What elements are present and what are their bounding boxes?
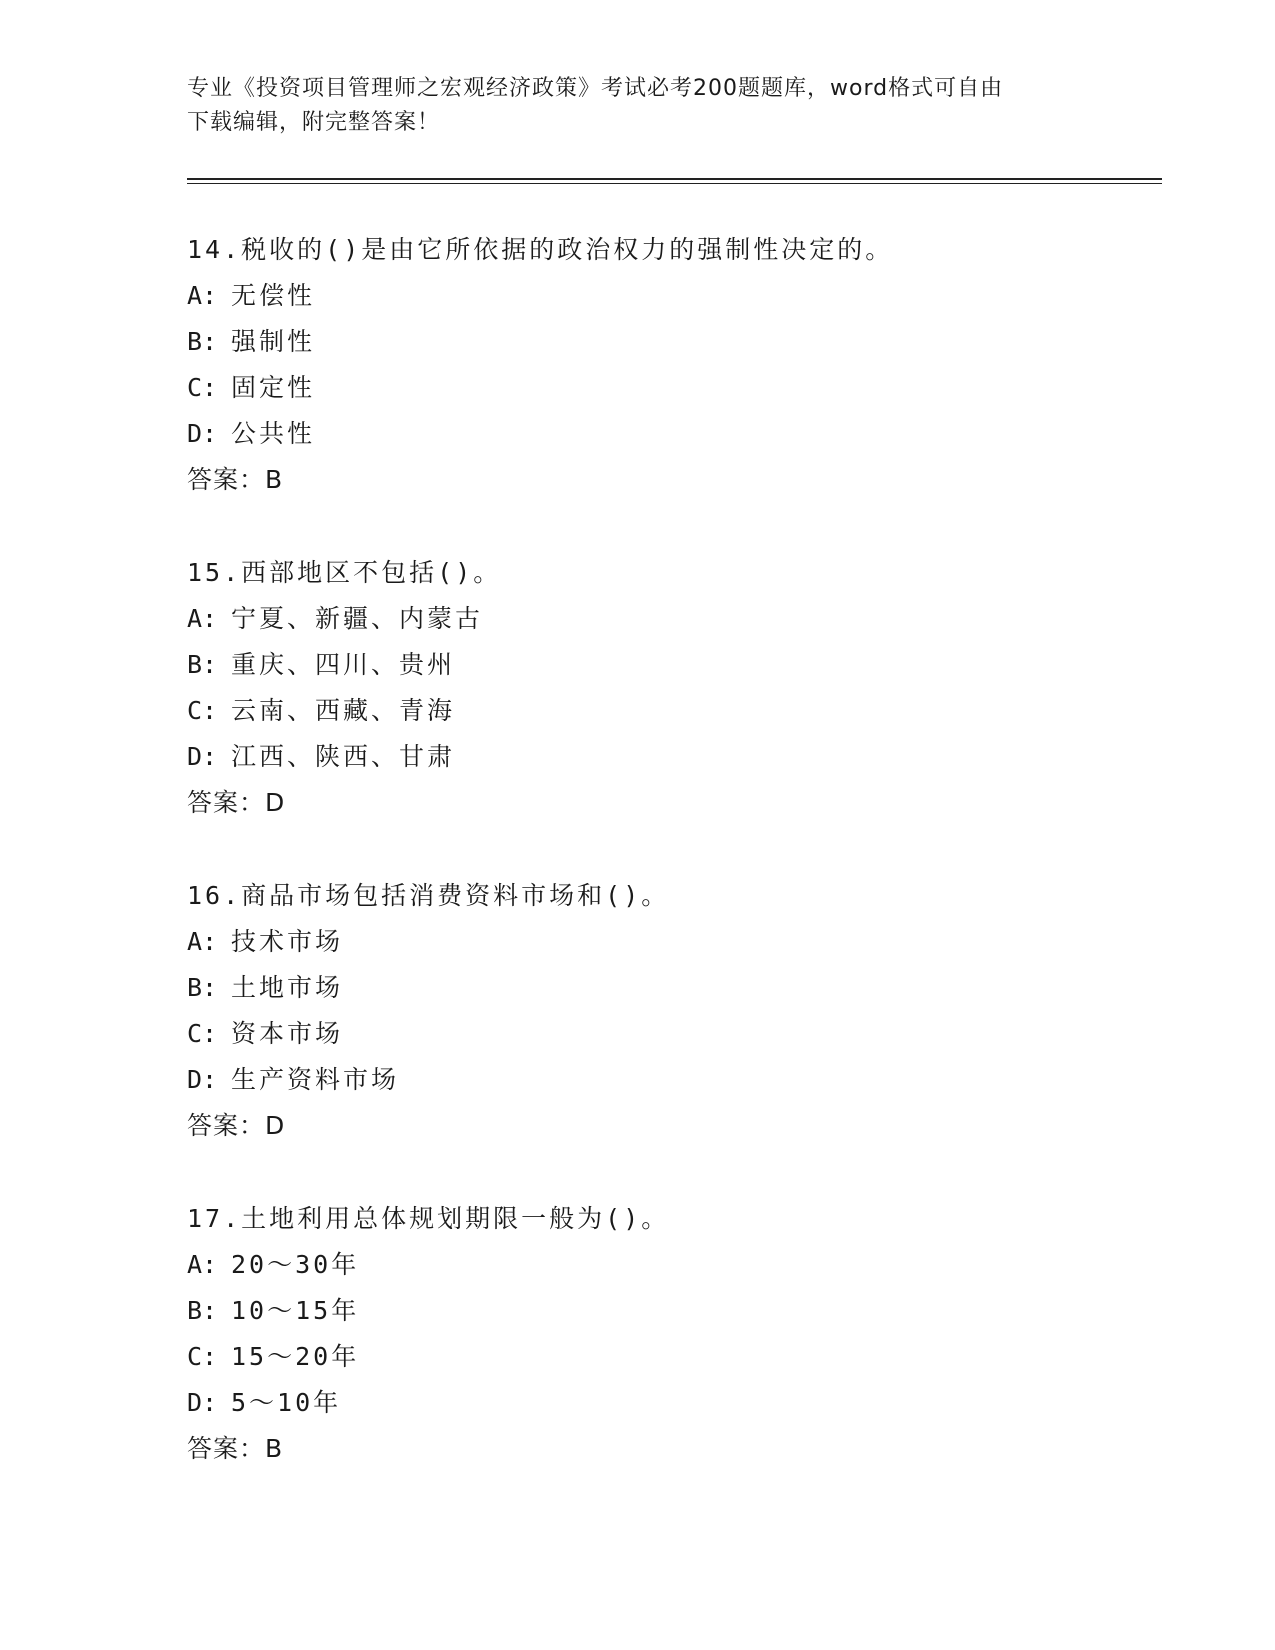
header-divider-thin bbox=[187, 183, 1162, 184]
option-label: B: bbox=[187, 973, 218, 1002]
option-text: 5～10年 bbox=[231, 1388, 342, 1417]
option-label: D: bbox=[187, 1388, 218, 1417]
option-label: D: bbox=[187, 1065, 218, 1094]
answer-line: 答案：B bbox=[187, 1434, 284, 1463]
option-b bbox=[187, 319, 1167, 365]
option-text: 15～20年 bbox=[231, 1342, 360, 1371]
option-c bbox=[187, 688, 1167, 734]
option-text: 技术市场 bbox=[231, 927, 344, 956]
option-label: A: bbox=[187, 1250, 218, 1279]
question-block bbox=[187, 873, 1167, 1149]
option-text: 固定性 bbox=[231, 373, 316, 402]
document-header bbox=[187, 72, 1087, 140]
question-stem: 14.税收的()是由它所依据的政治权力的强制性决定的。 bbox=[187, 235, 894, 264]
option-text: 无偿性 bbox=[231, 281, 316, 310]
option-text: 公共性 bbox=[231, 419, 316, 448]
option-text: 重庆、四川、贵州 bbox=[231, 650, 456, 679]
option-d bbox=[187, 1057, 1167, 1103]
option-label: B: bbox=[187, 1296, 218, 1325]
option-c bbox=[187, 365, 1167, 411]
option-label: C: bbox=[187, 696, 218, 725]
option-label: D: bbox=[187, 419, 218, 448]
option-label: A: bbox=[187, 927, 218, 956]
option-a bbox=[187, 596, 1167, 642]
option-label: C: bbox=[187, 1019, 218, 1048]
option-text: 资本市场 bbox=[231, 1019, 344, 1048]
option-label: B: bbox=[187, 327, 218, 356]
option-c bbox=[187, 1011, 1167, 1057]
answer-line: 答案：B bbox=[187, 465, 284, 494]
header-line-1: 专业《投资项目管理师之宏观经济政策》考试必考200题题库，word格式可自由 bbox=[187, 76, 1004, 101]
answer-line: 答案：D bbox=[187, 1111, 286, 1140]
question-block bbox=[187, 1196, 1167, 1472]
option-label: A: bbox=[187, 281, 218, 310]
option-d bbox=[187, 1380, 1167, 1426]
option-text: 土地市场 bbox=[231, 973, 344, 1002]
option-label: C: bbox=[187, 1342, 218, 1371]
question-stem: 17.土地利用总体规划期限一般为()。 bbox=[187, 1204, 670, 1233]
option-d bbox=[187, 734, 1167, 780]
option-label: B: bbox=[187, 650, 218, 679]
option-text: 江西、陕西、甘肃 bbox=[231, 742, 456, 771]
option-b bbox=[187, 642, 1167, 688]
option-text: 云南、西藏、青海 bbox=[231, 696, 456, 725]
option-c bbox=[187, 1334, 1167, 1380]
answer-line: 答案：D bbox=[187, 788, 286, 817]
option-a bbox=[187, 919, 1167, 965]
option-b bbox=[187, 1288, 1167, 1334]
question-stem: 15.西部地区不包括()。 bbox=[187, 558, 502, 587]
header-line-2: 下载编辑，附完整答案！ bbox=[187, 110, 441, 135]
option-d bbox=[187, 411, 1167, 457]
option-text: 20～30年 bbox=[231, 1250, 360, 1279]
option-text: 10～15年 bbox=[231, 1296, 360, 1325]
option-label: D: bbox=[187, 742, 218, 771]
header-divider-thick bbox=[187, 178, 1162, 180]
option-text: 生产资料市场 bbox=[231, 1065, 400, 1094]
option-b bbox=[187, 965, 1167, 1011]
option-a bbox=[187, 1242, 1167, 1288]
option-label: C: bbox=[187, 373, 218, 402]
question-block bbox=[187, 227, 1167, 503]
option-label: A: bbox=[187, 604, 218, 633]
option-text: 宁夏、新疆、内蒙古 bbox=[231, 604, 484, 633]
option-a bbox=[187, 273, 1167, 319]
question-stem: 16.商品市场包括消费资料市场和()。 bbox=[187, 881, 670, 910]
question-block bbox=[187, 550, 1167, 826]
option-text: 强制性 bbox=[231, 327, 316, 356]
